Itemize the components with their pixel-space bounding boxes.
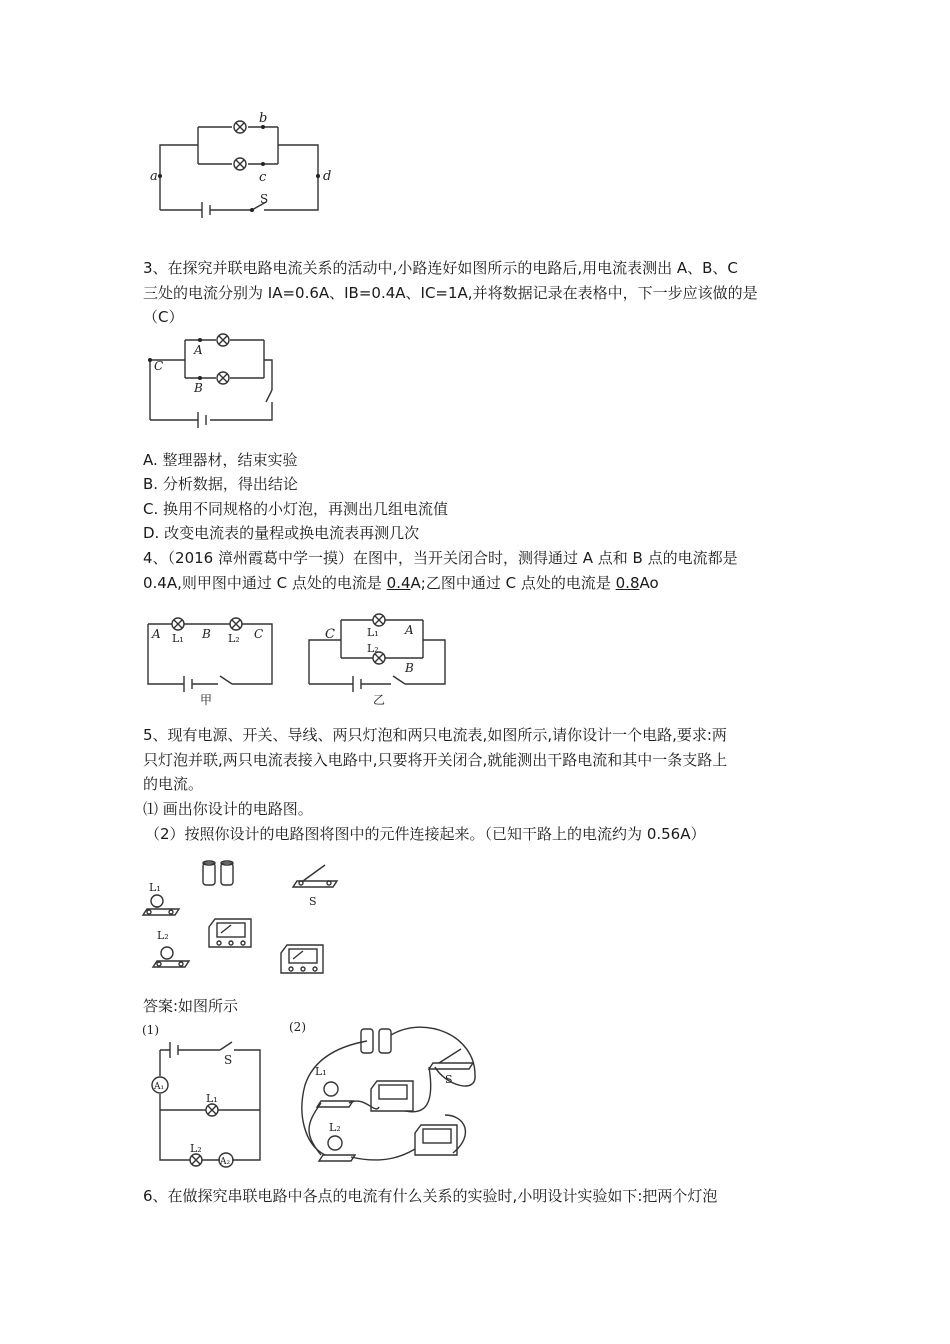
circuit-diagram-jia [140,612,285,707]
answer-circuit-diagram-2 [285,1015,495,1170]
label-c: c [259,170,267,185]
q6-line-1: 6、在做探究串联电路中各点的电流有什么关系的实验时,小明设计实验如下:把两个灯泡 [143,1187,718,1205]
caption-jia: 甲 [200,693,213,707]
q5-line-1: 5、现有电源、开关、导线、两只灯泡和两只电流表,如图所示,请你设计一个电路,要求:两 [143,726,727,744]
label-s: S [309,895,317,908]
q3-option-c: C. 换用不同规格的小灯泡，再测出几组电流值 [143,500,449,518]
caption-yi: 乙 [373,693,386,707]
components-figure [135,855,345,980]
label-s: S [260,192,269,206]
label-c: C [154,359,164,373]
label-c: C [254,627,264,641]
label-c: C [325,627,335,642]
q3-option-a: A. 整理器材，结束实验 [143,451,298,469]
q3-option-b: B. 分析数据，得出结论 [143,475,298,493]
circuit-diagram-q2 [140,110,340,220]
q5-sub-2: （2）按照你设计的电路图将图中的元件连接起来。（已知干路上的电流约为 0.56A） [145,825,706,843]
label-l1: L₁ [206,1092,218,1105]
q4-line-1: 4、（2016 漳州霞葛中学一摸）在图中，当开关闭合时，测得通过 A 点和 B 点的电流都是 [143,549,738,567]
label-l1: L₁ [315,1065,327,1078]
label-l1: L₁ [172,632,184,645]
label-l2: L₂ [329,1121,341,1134]
q4-line-2 [143,571,659,596]
label-a: a [150,169,158,184]
label-l1: L₁ [367,626,379,639]
label-a1: A₁ [154,1082,165,1092]
q3-line-2: 三处的电流分别为 IA=0.6A、IB=0.4A、IC=1A,并将数据记录在表格中，下一步应该做的是 [143,284,758,302]
circuit-diagram-q3 [140,330,290,430]
label-b: B [405,661,414,675]
q5-line-3: 的电流。 [143,775,204,793]
q4-line-2-end: Ao [639,574,659,592]
q5-answer: 答案:如图所示 [143,997,239,1015]
label-l2: L₂ [190,1142,202,1155]
q4-line-2-pre: 0.4A,则甲图中通过 C 点处的电流是 [143,574,387,592]
label-l1: L₁ [149,881,161,894]
q5-line-2: 只灯泡并联,两只电流表接入电路中,只要将开关闭合,就能测出干路电流和其中一条支路上 [143,751,728,769]
q5-sub-1: ⑴ 画出你设计的电路图。 [143,800,313,818]
q4-answer-2: 0.8 [615,574,640,592]
label-num-2: (2) [289,1020,306,1034]
answer-circuit-diagram-1 [140,1020,280,1165]
label-d: d [323,169,332,184]
label-b: b [259,111,268,126]
q3-line-1: 3、在探究并联电路电流关系的活动中,小路连好如图所示的电路后,用电流表测出 A、B、C [143,259,738,277]
label-l2: L₂ [157,929,169,942]
circuit-diagram-yi [303,606,453,706]
label-b: B [194,381,203,395]
q4-answer-1: 0.4 [386,574,411,592]
label-a: A [405,623,414,637]
label-l2: L₂ [228,632,240,645]
q3-line-3: （C） [143,308,184,326]
q3-option-d: D. 改变电流表的量程或换电流表再测几次 [143,524,420,542]
q4-line-2-mid: A;乙图中通过 C 点处的电流是 [410,574,616,592]
label-a: A [194,343,203,357]
label-s: S [445,1073,453,1086]
label-a: A [152,627,161,641]
label-a2: A₂ [220,1157,231,1167]
label-s: S [224,1053,233,1067]
label-b: B [202,627,211,641]
label-l2: L₂ [367,642,379,655]
label-num-1: (1) [142,1023,159,1037]
